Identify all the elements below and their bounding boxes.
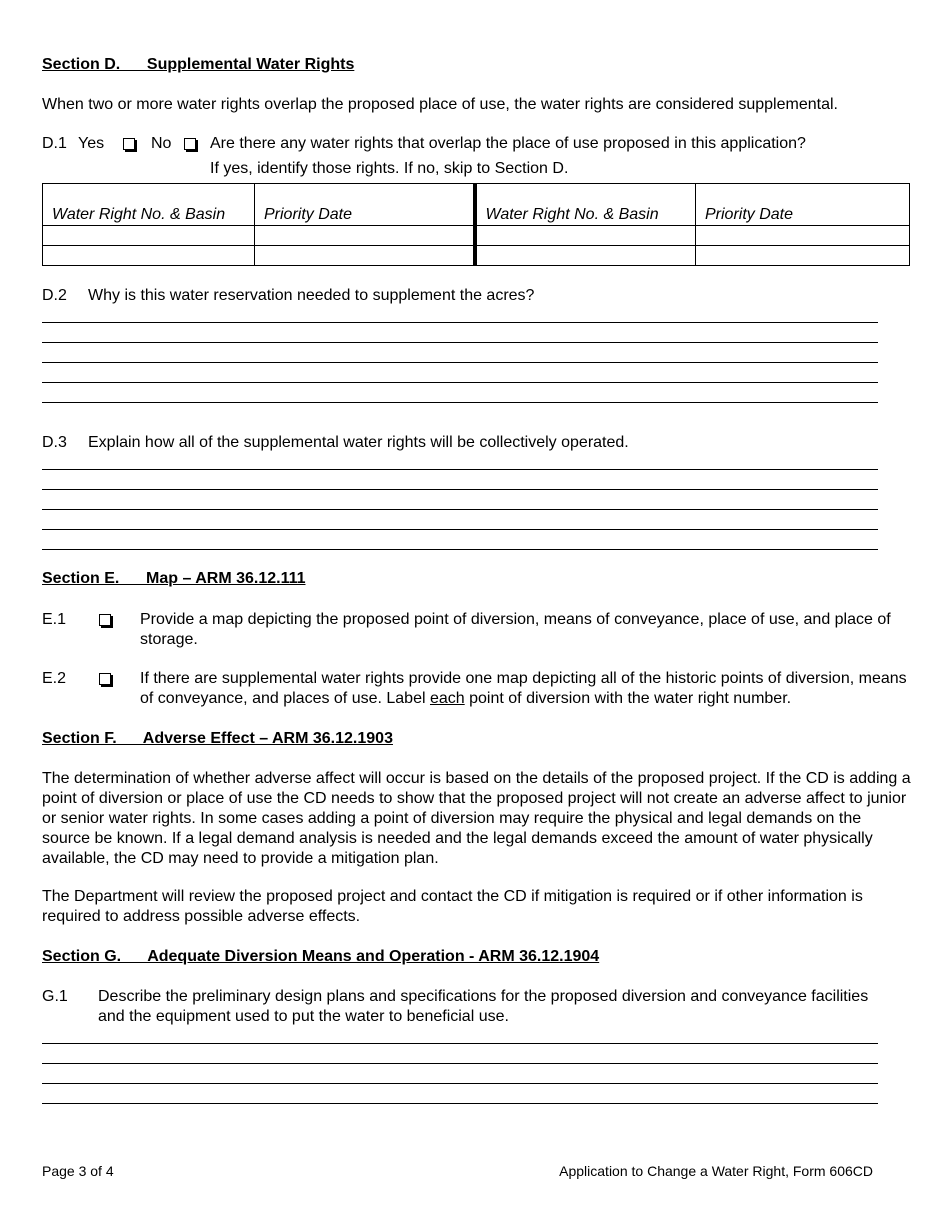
d2-question: Why is this water reservation needed to supplement the acres? [88,287,535,304]
e1-checkbox[interactable] [99,614,111,626]
d1-no-checkbox[interactable] [184,138,196,150]
e1-label: E.1 [42,611,67,628]
e2-label: E.2 [42,670,67,687]
col-header-water-right-2: Water Right No. & Basin [475,184,696,226]
table-header-row [43,184,910,226]
table-cell[interactable] [255,246,475,266]
section-f-heading: Section F. Adverse Effect – ARM 36.12.1903 [42,730,393,747]
col-header-water-right-1: Water Right No. & Basin [43,184,255,226]
d3-answer-line[interactable] [42,549,878,550]
table-cell[interactable] [43,246,255,266]
section-f-paragraph-2: The Department will review the proposed project and contact the CD if mitigation is required or if other information is required to address possible adverse effects. [42,888,863,925]
g1-answer-line[interactable] [42,1103,878,1104]
section-d-heading: Section D. Supplemental Water Rights [42,56,355,73]
d3-label: D.3 [42,434,67,451]
footer-form-title: Application to Change a Water Right, Form 606CD [559,1163,873,1179]
g1-answer-line[interactable] [42,1043,878,1044]
table-cell[interactable] [475,226,696,246]
section-g-heading: Section G. Adequate Diversion Means and Operation - ARM 36.12.1904 [42,948,600,965]
g1-answer-line[interactable] [42,1083,878,1084]
footer-page-number: Page 3 of 4 [42,1163,114,1179]
table-cell[interactable] [255,226,475,246]
d1-question: Are there any water rights that overlap the place of use proposed in this application? [210,135,806,152]
d1-no-label: No [151,135,172,152]
e2-text-before: If there are supplemental water rights provide one map depicting all of the historic points of diversion, means of conveyance, and places of use. Label [140,670,907,707]
e2-text [140,669,910,709]
d3-question: Explain how all of the supplemental water rights will be collectively operated. [88,434,629,451]
e2-text-after: point of diversion with the water right number. [464,690,792,707]
d2-answer-line[interactable] [42,382,878,383]
table-row [43,246,910,266]
section-f-paragraph-1: The determination of whether adverse affect will occur is based on the details of the proposed project. If the CD is adding a point of diversion or place of use the CD needs to show that the proposed project will not create an adverse affect to junior or senior water rights. In some cases adding a point of diversion may require the physical and legal demands on the source be known. If a legal demand analysis is needed and the legal demands exceed the amount of water physically available, the CD may need to provide a mitigation plan. [42,770,911,867]
d1-yes-checkbox[interactable] [123,138,135,150]
d2-answer-line[interactable] [42,402,878,403]
d2-label: D.2 [42,287,67,304]
d2-answer-line[interactable] [42,342,878,343]
table-cell[interactable] [475,246,696,266]
g1-label: G.1 [42,988,68,1005]
water-rights-table [42,183,910,266]
d3-answer-line[interactable] [42,509,878,510]
section-e-heading: Section E. Map – ARM 36.12.111 [42,570,306,587]
g1-answer-line[interactable] [42,1063,878,1064]
d2-answer-line[interactable] [42,362,878,363]
d3-answer-line[interactable] [42,469,878,470]
col-header-priority-date-2: Priority Date [696,184,910,226]
e1-text: Provide a map depicting the proposed point of diversion, means of conveyance, place of use, and place of storage. [140,611,891,648]
table-cell[interactable] [43,226,255,246]
table-cell[interactable] [696,226,910,246]
g1-text: Describe the preliminary design plans and specifications for the proposed diversion and conveyance facilities and the equipment used to put the water to beneficial use. [98,988,869,1025]
table-cell[interactable] [696,246,910,266]
d1-yes-label: Yes [78,135,105,152]
col-header-priority-date-1: Priority Date [255,184,475,226]
d3-answer-line[interactable] [42,529,878,530]
section-d-intro: When two or more water rights overlap the proposed place of use, the water rights are considered supplemental. [42,96,838,113]
e2-text-underlined: each [429,690,465,707]
d3-answer-line[interactable] [42,489,878,490]
d1-label: D.1 [42,135,67,152]
d1-note: If yes, identify those rights. If no, skip to Section D. [210,160,569,177]
e2-checkbox[interactable] [99,673,111,685]
d2-answer-line[interactable] [42,322,878,323]
table-row [43,226,910,246]
